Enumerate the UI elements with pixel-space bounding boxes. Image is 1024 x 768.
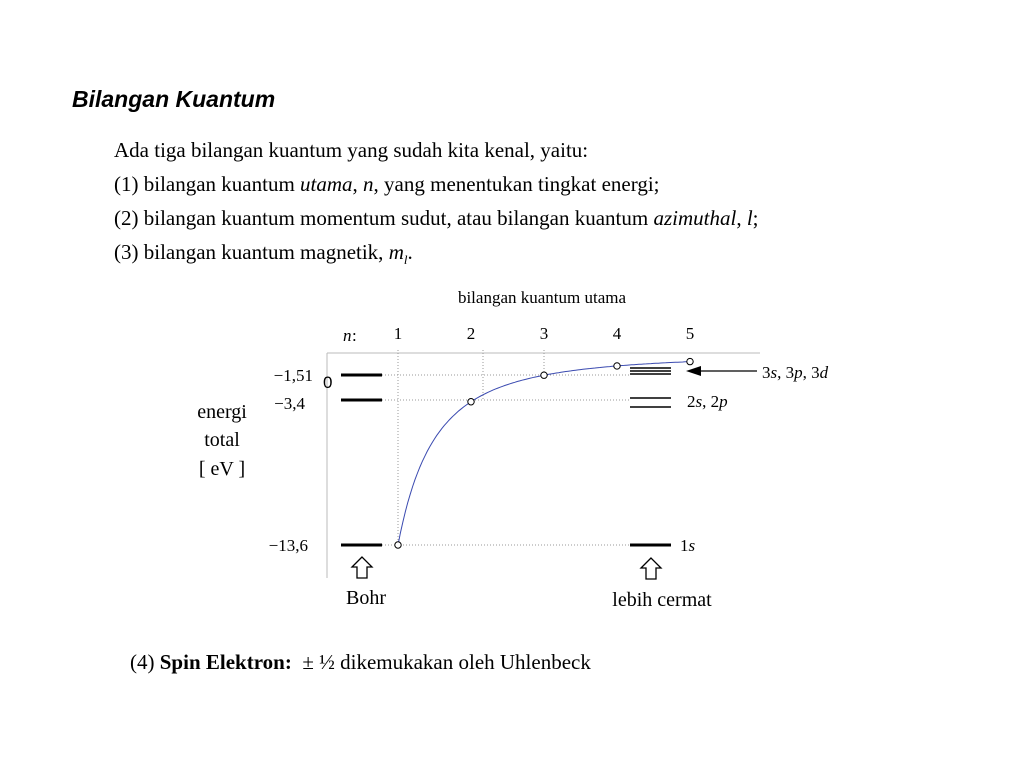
y-axis-title-line-2: total (204, 429, 240, 451)
spin-title: Spin Elektron: (159, 650, 292, 674)
energy-curve (398, 362, 690, 545)
n-tick-2: 2 (466, 324, 476, 343)
energy-label-136: −13,6 (268, 536, 308, 555)
intro-line-2-comma: , (736, 206, 747, 230)
page-title: Bilangan Kuantum (72, 86, 276, 112)
energy-point-n3 (541, 372, 547, 378)
intro-line-1-text: (1) bilangan kuantum (114, 172, 301, 196)
lebih-cermat-caption: lebih cermat (612, 589, 712, 611)
intro-line-3-text: (3) bilangan kuantum magnetik, (114, 240, 389, 264)
l-symbol: l (746, 206, 753, 230)
azimuthal-term: azimuthal (653, 206, 737, 230)
n-tick-5: 5 (685, 324, 695, 343)
zero-label: 0 (323, 373, 333, 392)
energy-label-151: −1,51 (273, 366, 313, 385)
n-axis-colon: : (352, 326, 357, 345)
ml-subscript: l (403, 252, 408, 268)
energy-label-34: −3,4 (274, 394, 305, 413)
energy-points (395, 358, 693, 548)
n-tick-3: 3 (539, 324, 549, 343)
m-symbol: m (388, 240, 404, 264)
diagram-top-caption: bilangan kuantum utama (457, 288, 627, 307)
label-2s2p: 2s, 2p (687, 392, 728, 411)
up-arrow-icon (352, 557, 372, 578)
utama-term: utama (300, 172, 353, 196)
fine-levels-n3 (630, 368, 671, 374)
spin-text: ± ½ dikemukakan oleh Uhlenbeck (291, 650, 591, 674)
energy-point-n5 (687, 358, 693, 364)
up-arrow-icon (641, 558, 661, 579)
energy-point-n4 (614, 363, 620, 369)
n-tick-4: 4 (612, 324, 622, 343)
intro-line-0: Ada tiga bilangan kuantum yang sudah kita kenal, yaitu: (114, 138, 589, 162)
spin-line (130, 650, 591, 675)
pointer-arrow-head (686, 366, 701, 376)
intro-line-1-rest: , yang menentukan tingkat energi; (373, 172, 660, 196)
bohr-caption: Bohr (346, 587, 386, 609)
intro-line-3-period: . (407, 240, 413, 264)
n-axis-label: n (343, 326, 352, 345)
intro-line-1-comma: , (352, 172, 364, 196)
n-tick-1: 1 (393, 324, 403, 343)
n-symbol: n (363, 172, 374, 196)
spin-prefix: (4) (130, 650, 160, 674)
intro-line-2-text: (2) bilangan kuantum momentum sudut, atau bilangan kuantum (114, 206, 654, 230)
y-axis-title-line-3: [ eV ] (198, 458, 246, 480)
y-axis-title-line-1: energi (197, 401, 247, 423)
energy-point-n2 (468, 399, 474, 405)
label-3s3p3d: 3s, 3p, 3d (762, 363, 829, 382)
intro-line-2-rest: ; (752, 206, 759, 230)
energy-point-n1 (395, 542, 401, 548)
label-1s: 1s (680, 536, 696, 555)
fine-levels-n2 (630, 398, 671, 407)
